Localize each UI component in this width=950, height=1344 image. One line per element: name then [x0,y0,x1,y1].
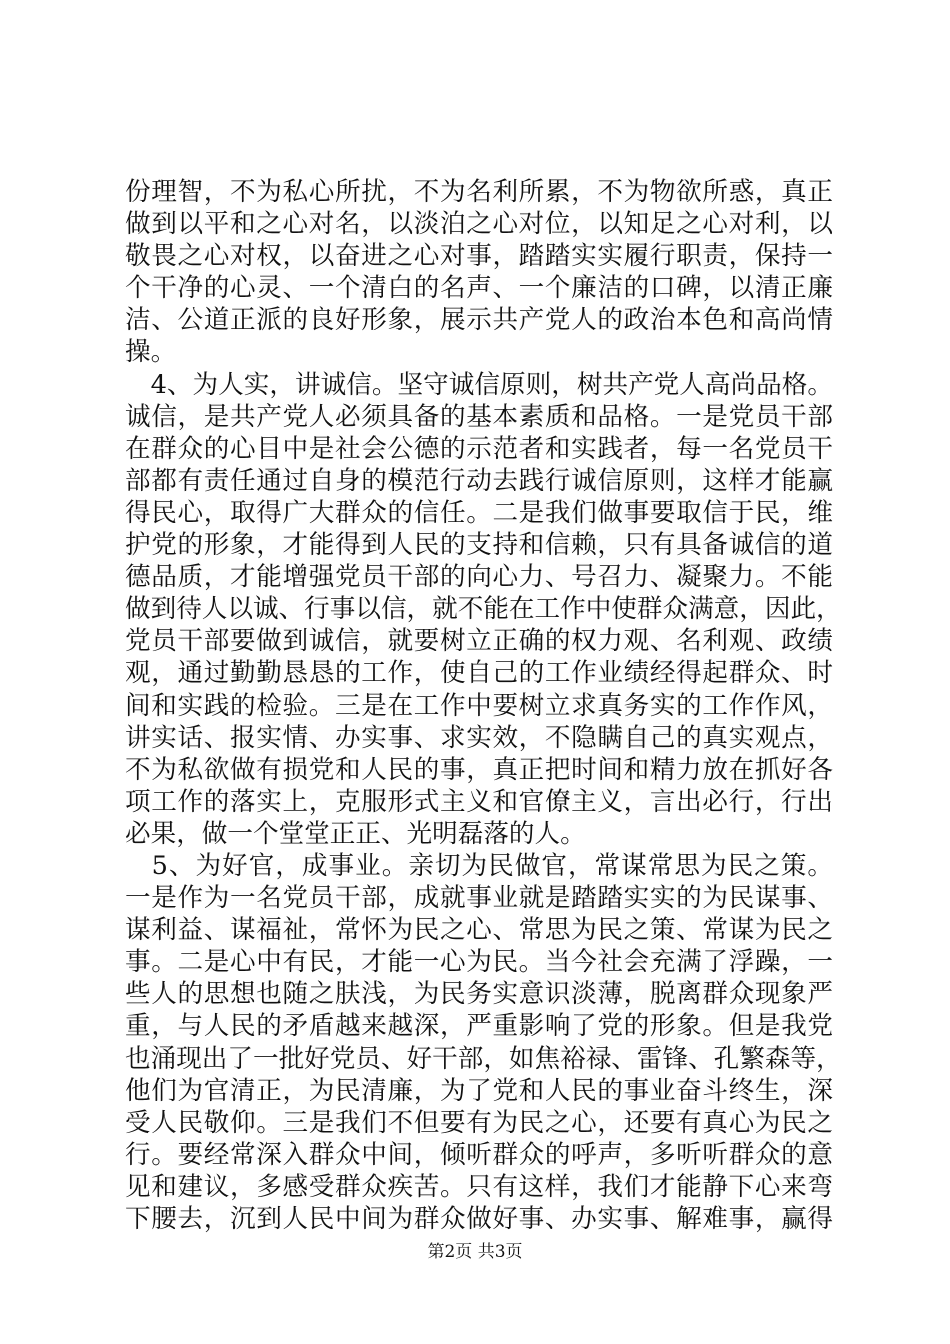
text-line-6: 操。 [125,337,177,368]
text-line-21: 必果，做一个堂堂正正、光明磊落的人。 [125,818,586,849]
text-line-17: 间和实践的检验。三是在工作中要树立求真务实的工作作风， [125,690,833,721]
text-line-9: 在群众的心目中是社会公德的示范者和实践者，每一名党员干 [125,433,833,464]
text-line-32: 见和建议，多感受群众疾苦。只有这样，我们才能静下心来弯 [125,1171,833,1202]
text-line-11: 得民心，取得广大群众的信任。二是我们做事要取信于民，维 [125,497,833,528]
text-line-26: 些人的思想也随之肤浅，为民务实意识淡薄，脱离群众现象严 [125,979,833,1010]
text-line-4: 个干净的心灵、一个清白的名声、一个廉洁的口碑，以清正廉 [125,273,833,304]
text-line-19: 不为私欲做有损党和人民的事，真正把时间和精力放在抓好各 [125,754,833,785]
text-line-8: 诚信，是共产党人必须具备的基本素质和品格。一是党员干部 [125,401,833,432]
text-line-13: 德品质，才能增强党员干部的向心力、号召力、凝聚力。不能 [125,562,833,593]
text-line-12: 护党的形象，才能得到人民的支持和信赖，只有具备诚信的道 [125,530,833,561]
text-line-5: 洁、公道正派的良好形象，展示共产党人的政治本色和高尚情 [125,305,833,336]
text-line-31: 行。要经常深入群众中间，倾听群众的呼声，多听听群众的意 [125,1139,833,1170]
text-line-24: 谋利益、谋福祉，常怀为民之心、常思为民之策、常谋为民之 [125,915,833,946]
text-line-23: 一是作为一名党员干部，成就事业就是踏踏实实的为民谋事、 [125,883,833,914]
text-line-2: 做到以平和之心对名，以淡泊之心对位，以知足之心对利，以 [125,209,833,240]
text-line-27: 重，与人民的矛盾越来越深，严重影响了党的形象。但是我党 [125,1011,833,1042]
text-line-15: 党员干部要做到诚信，就要树立正确的权力观、名利观、政绩 [125,626,833,657]
text-line-22: 5、为好官，成事业。亲切为民做官，常谋常思为民之策。 [125,850,833,881]
text-line-30: 受人民敬仰。三是我们不但要有为民之心，还要有真心为民之 [125,1107,833,1138]
text-line-1: 份理智，不为私心所扰，不为名利所累，不为物欲所惑，真正 [125,177,833,207]
text-line-18: 讲实话、报实情、办实事、求实效，不隐瞒自己的真实观点， [125,722,833,753]
text-line-3: 敬畏之心对权，以奋进之心对事，踏踏实实履行职责，保持一 [125,241,833,272]
text-line-33: 下腰去，沉到人民中间为群众做好事、办实事、解难事，赢得 [125,1204,833,1234]
text-line-16: 观，通过勤勤恳恳的工作，使自己的工作业绩经得起群众、时 [125,658,833,689]
text-line-10: 部都有责任通过自身的模范行动去践行诚信原则，这样才能赢 [125,465,833,496]
text-line-14: 做到待人以诚、行事以信，就不能在工作中使群众满意，因此， [125,594,842,625]
text-line-28: 也涌现出了一批好党员、好干部，如焦裕禄、雷锋、孔繁森等， [125,1043,842,1074]
text-line-7: 4、为人实，讲诚信。坚守诚信原则，树共产党人高尚品格。 [125,369,833,400]
text-line-29: 他们为官清正，为民清廉，为了党和人民的事业奋斗终生，深 [125,1075,833,1106]
text-line-20: 项工作的落实上，克服形式主义和官僚主义，言出必行，行出 [125,786,833,817]
text-line-25: 事。二是心中有民，才能一心为民。当今社会充满了浮躁，一 [125,947,833,978]
page-footer: 第2页 共3页 [427,1242,523,1262]
document-body [125,176,842,1235]
